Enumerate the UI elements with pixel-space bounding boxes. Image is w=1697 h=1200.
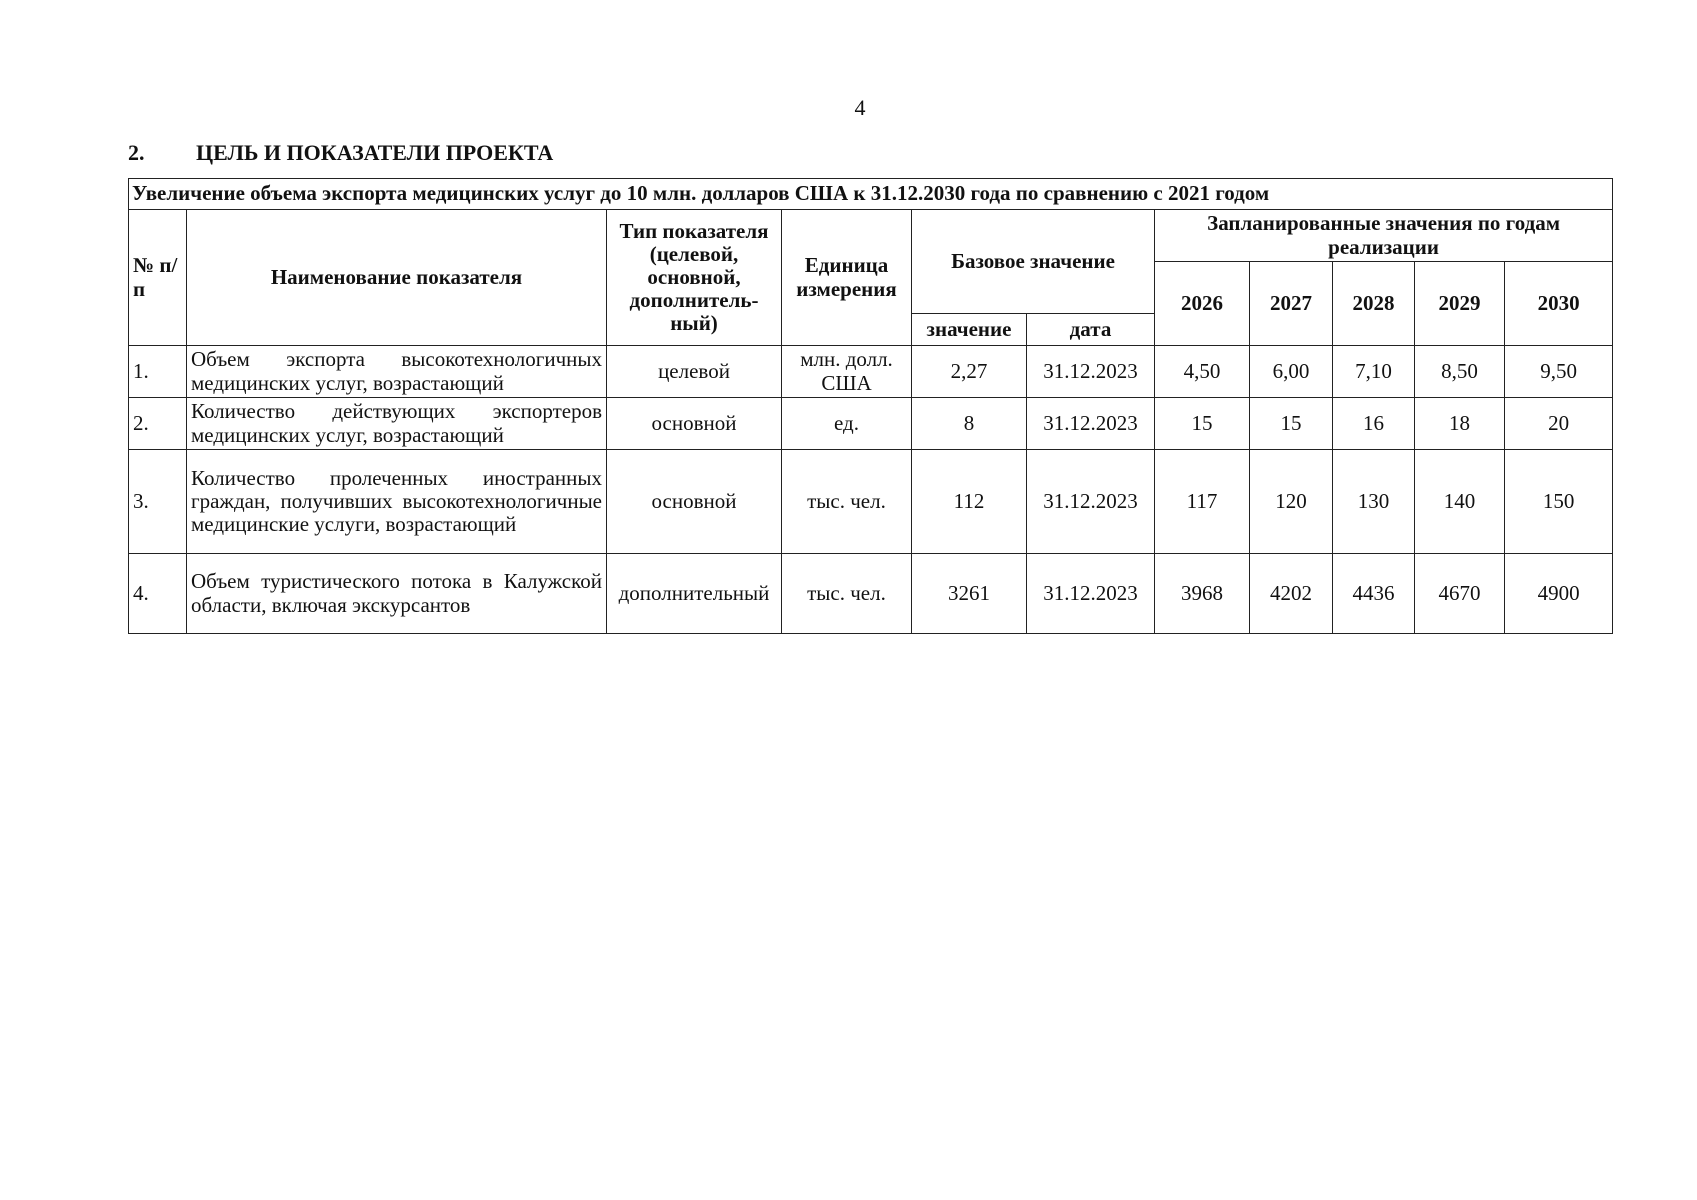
table-row (129, 346, 1613, 398)
row-type: основной (607, 398, 782, 450)
row-type: целевой (607, 346, 782, 398)
header-name: Наименование показателя (187, 210, 607, 346)
row-name: Объем туристического потока в Калужской области, включая экскурсантов (187, 554, 607, 634)
section-title: ЦЕЛЬ И ПОКАЗАТЕЛИ ПРОЕКТА (196, 140, 554, 165)
row-base-value: 112 (912, 450, 1027, 554)
row-year-value: 140 (1415, 450, 1505, 554)
header-year: 2030 (1505, 262, 1613, 346)
row-year-value: 3968 (1155, 554, 1250, 634)
row-name: Объем экспорта высокотехнологичных медицинских услуг, возрастающий (187, 346, 607, 398)
row-number: 1. (129, 346, 187, 398)
table-row (129, 450, 1613, 554)
header-type: Тип показателя (целевой, основной, дополнитель-ный) (607, 210, 782, 346)
row-year-value: 15 (1250, 398, 1333, 450)
table-row (129, 398, 1613, 450)
row-base-date: 31.12.2023 (1027, 398, 1155, 450)
header-base: Базовое значение (912, 210, 1155, 314)
section-number: 2. (128, 140, 145, 165)
row-type: дополнительный (607, 554, 782, 634)
indicators-table (128, 178, 1613, 634)
row-year-value: 117 (1155, 450, 1250, 554)
row-number: 3. (129, 450, 187, 554)
header-number: № п/п (129, 210, 187, 346)
row-year-value: 9,50 (1505, 346, 1613, 398)
row-base-value: 2,27 (912, 346, 1027, 398)
header-base-date: дата (1027, 314, 1155, 346)
row-year-value: 4,50 (1155, 346, 1250, 398)
row-year-value: 8,50 (1415, 346, 1505, 398)
row-name: Количество действующих экспортеров медицинских услуг, возрастающий (187, 398, 607, 450)
header-year: 2026 (1155, 262, 1250, 346)
row-year-value: 4436 (1333, 554, 1415, 634)
row-year-value: 120 (1250, 450, 1333, 554)
row-year-value: 7,10 (1333, 346, 1415, 398)
row-year-value: 150 (1505, 450, 1613, 554)
row-unit: тыс. чел. (782, 554, 912, 634)
header-unit: Единица измерения (782, 210, 912, 346)
row-unit: ед. (782, 398, 912, 450)
section-heading (128, 140, 553, 166)
row-number: 4. (129, 554, 187, 634)
row-name: Количество пролеченных иностранных граждан, получивших высокотехнологичные медицинские услуги, возрастающий (187, 450, 607, 554)
row-year-value: 130 (1333, 450, 1415, 554)
row-base-date: 31.12.2023 (1027, 554, 1155, 634)
header-year: 2029 (1415, 262, 1505, 346)
header-year: 2028 (1333, 262, 1415, 346)
row-year-value: 18 (1415, 398, 1505, 450)
row-base-value: 3261 (912, 554, 1027, 634)
header-base-value: значение (912, 314, 1027, 346)
row-base-date: 31.12.2023 (1027, 346, 1155, 398)
row-base-value: 8 (912, 398, 1027, 450)
row-year-value: 6,00 (1250, 346, 1333, 398)
row-year-value: 16 (1333, 398, 1415, 450)
header-row-1 (129, 210, 1613, 262)
table-row (129, 554, 1613, 634)
row-unit: млн. долл. США (782, 346, 912, 398)
row-type: основной (607, 450, 782, 554)
header-planned: Запланированные значения по годам реализации (1155, 210, 1613, 262)
row-year-value: 4202 (1250, 554, 1333, 634)
header-year: 2027 (1250, 262, 1333, 346)
row-year-value: 4670 (1415, 554, 1505, 634)
goal-row (129, 179, 1613, 210)
row-year-value: 4900 (1505, 554, 1613, 634)
goal-cell: Увеличение объема экспорта медицинских услуг до 10 млн. долларов США к 31.12.2030 года по сравнению с 2021 годом (129, 179, 1613, 210)
row-base-date: 31.12.2023 (1027, 450, 1155, 554)
row-unit: тыс. чел. (782, 450, 912, 554)
page-number: 4 (854, 95, 866, 120)
row-number: 2. (129, 398, 187, 450)
row-year-value: 20 (1505, 398, 1613, 450)
row-year-value: 15 (1155, 398, 1250, 450)
